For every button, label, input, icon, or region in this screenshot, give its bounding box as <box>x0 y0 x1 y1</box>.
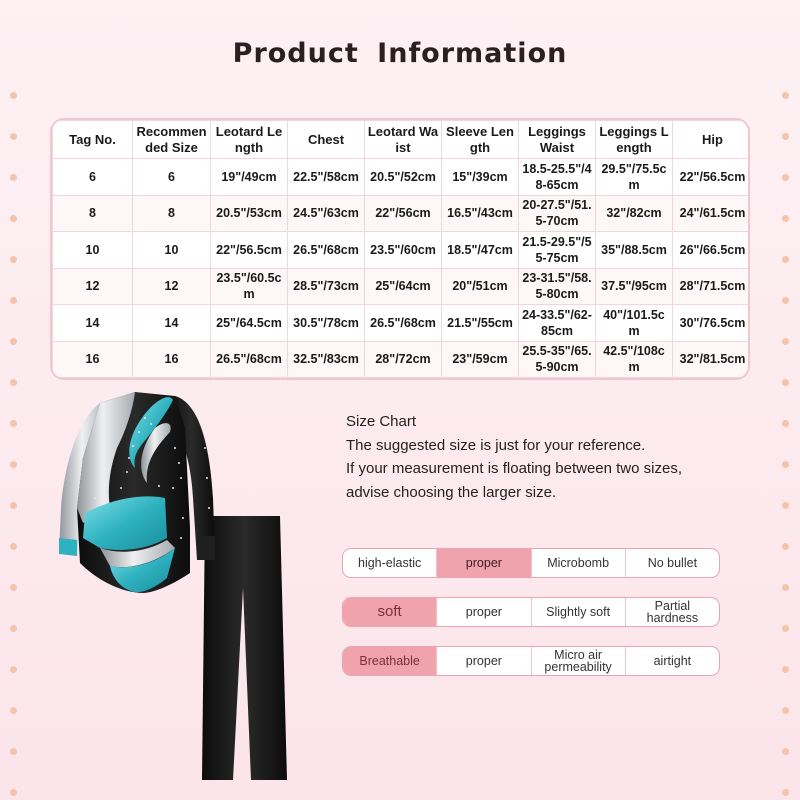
decorative-dot <box>782 748 789 755</box>
decorative-dot <box>782 789 789 796</box>
feature-cell: Microbomb <box>532 549 626 577</box>
table-cell: 20.5"/52cm <box>365 159 442 196</box>
decorative-dot <box>782 502 789 509</box>
table-cell: 32"/81.5cm <box>673 341 751 378</box>
decorative-dot <box>10 420 17 427</box>
size-table-header-cell: Chest <box>288 121 365 159</box>
feature-cell-selected: Breathable <box>343 647 437 675</box>
table-cell: 23-31.5"/58.5-80cm <box>519 268 596 305</box>
table-cell: 22.5"/58cm <box>288 159 365 196</box>
table-cell: 10 <box>133 232 211 269</box>
table-cell: 24"/61.5cm <box>673 195 751 232</box>
feature-row-elasticity <box>342 548 720 578</box>
table-cell: 16.5"/43cm <box>442 195 519 232</box>
table-cell: 26.5"/68cm <box>211 341 288 378</box>
table-cell: 12 <box>133 268 211 305</box>
leotard-leggings-product-image <box>55 388 315 788</box>
table-cell: 20-27.5"/51.5-70cm <box>519 195 596 232</box>
decorative-dot <box>10 338 17 345</box>
table-cell: 28.5"/73cm <box>288 268 365 305</box>
table-cell: 26.5"/68cm <box>288 232 365 269</box>
decorative-dot <box>782 379 789 386</box>
table-cell: 22"/56cm <box>365 195 442 232</box>
decorative-dot <box>782 297 789 304</box>
size-table-header-cell: Leotard Length <box>211 121 288 159</box>
table-cell: 19"/49cm <box>211 159 288 196</box>
size-table-header-cell: Leggings Waist <box>519 121 596 159</box>
feature-cell-selected: proper <box>437 549 531 577</box>
table-cell: 40"/101.5cm <box>596 305 673 342</box>
size-chart-note <box>346 410 766 504</box>
table-cell: 8 <box>53 195 133 232</box>
feature-cell: No bullet <box>647 556 698 570</box>
size-table-body <box>53 159 751 378</box>
decorative-dot <box>10 502 17 509</box>
decorative-dot <box>782 174 789 181</box>
table-cell: 8 <box>133 195 211 232</box>
size-table-container <box>50 118 750 380</box>
feature-cell-selected: soft <box>343 598 437 626</box>
decorative-dot <box>10 215 17 222</box>
decorative-dot <box>782 625 789 632</box>
decorative-dot <box>10 174 17 181</box>
decorative-dot <box>10 256 17 263</box>
feature-cell: Slightly soft <box>532 598 626 626</box>
table-cell: 14 <box>53 305 133 342</box>
size-table-header-cell: Leggings Length <box>596 121 673 159</box>
decorative-dot <box>782 215 789 222</box>
decorative-dot <box>782 256 789 263</box>
decorative-dot <box>782 584 789 591</box>
table-cell: 16 <box>53 341 133 378</box>
decorative-dot <box>782 420 789 427</box>
feature-cell: proper <box>437 647 531 675</box>
decorative-dot <box>10 92 17 99</box>
feature-cell: high-elastic <box>343 549 437 577</box>
table-cell: 18.5-25.5"/48-65cm <box>519 159 596 196</box>
table-row <box>53 268 751 305</box>
decorative-dot <box>10 133 17 140</box>
feature-cell: proper <box>437 598 531 626</box>
size-table-header <box>53 121 751 159</box>
table-row <box>53 159 751 196</box>
table-cell: 10 <box>53 232 133 269</box>
decorative-dot <box>10 625 17 632</box>
feature-row-breathability <box>342 646 720 676</box>
table-cell: 30.5"/78cm <box>288 305 365 342</box>
table-cell: 32"/82cm <box>596 195 673 232</box>
size-table-header-cell: Recommended Size <box>133 121 211 159</box>
table-cell: 20.5"/53cm <box>211 195 288 232</box>
table-cell: 22"/56.5cm <box>673 159 751 196</box>
size-note-line-1: The suggested size is just for your reference. <box>346 436 646 454</box>
table-row <box>53 232 751 269</box>
decorative-dot <box>782 666 789 673</box>
table-cell: 26"/66.5cm <box>673 232 751 269</box>
size-chart-heading: Size Chart <box>346 413 417 430</box>
decorative-dot <box>10 707 17 714</box>
table-cell: 15"/39cm <box>442 159 519 196</box>
decorative-dot <box>10 461 17 468</box>
table-cell: 25.5-35"/65.5-90cm <box>519 341 596 378</box>
table-cell: 24-33.5"/62-85cm <box>519 305 596 342</box>
decorative-dot <box>782 92 789 99</box>
table-cell: 25"/64.5cm <box>211 305 288 342</box>
decorative-dot <box>10 379 17 386</box>
feature-cell: airtight <box>653 654 692 668</box>
feature-cell: Partial hardness <box>646 599 699 625</box>
size-table-header-cell: Leotard Waist <box>365 121 442 159</box>
size-note-line-3: advise choosing the larger size. <box>346 483 557 501</box>
table-cell: 23"/59cm <box>442 341 519 378</box>
left-decorative-dots <box>8 0 20 800</box>
table-cell: 29.5"/75.5cm <box>596 159 673 196</box>
decorative-dot <box>782 338 789 345</box>
table-row <box>53 195 751 232</box>
table-cell: 35"/88.5cm <box>596 232 673 269</box>
table-cell: 6 <box>133 159 211 196</box>
decorative-dot <box>782 707 789 714</box>
size-note-line-2: If your measurement is floating between two sizes, <box>346 460 682 477</box>
table-cell: 28"/71.5cm <box>673 268 751 305</box>
table-cell: 26.5"/68cm <box>365 305 442 342</box>
table-cell: 22"/56.5cm <box>211 232 288 269</box>
page-title: Product Information <box>232 38 568 69</box>
decorative-dot <box>10 789 17 796</box>
decorative-dot <box>10 666 17 673</box>
table-cell: 42.5"/108cm <box>596 341 673 378</box>
table-cell: 20"/51cm <box>442 268 519 305</box>
decorative-dot <box>782 133 789 140</box>
decorative-dot <box>782 543 789 550</box>
table-cell: 28"/72cm <box>365 341 442 378</box>
table-cell: 25"/64cm <box>365 268 442 305</box>
table-cell: 18.5"/47cm <box>442 232 519 269</box>
table-cell: 24.5"/63cm <box>288 195 365 232</box>
table-cell: 16 <box>133 341 211 378</box>
feature-cell: Micro air permeability <box>532 647 626 675</box>
size-table-header-cell: Sleeve Length <box>442 121 519 159</box>
decorative-dot <box>10 584 17 591</box>
table-cell: 12 <box>53 268 133 305</box>
decorative-dot <box>10 748 17 755</box>
table-cell: 23.5"/60cm <box>365 232 442 269</box>
right-decorative-dots <box>780 0 792 800</box>
decorative-dot <box>10 297 17 304</box>
table-cell: 21.5-29.5"/55-75cm <box>519 232 596 269</box>
table-cell: 32.5"/83cm <box>288 341 365 378</box>
table-cell: 30"/76.5cm <box>673 305 751 342</box>
decorative-dot <box>10 543 17 550</box>
decorative-dot <box>782 461 789 468</box>
table-row <box>53 305 751 342</box>
size-table-header-cell: Tag No. <box>53 121 133 159</box>
table-row <box>53 341 751 378</box>
table-cell: 23.5"/60.5cm <box>211 268 288 305</box>
feature-row-softness <box>342 597 720 627</box>
table-cell: 6 <box>53 159 133 196</box>
size-table-header-cell: Hip <box>673 121 751 159</box>
table-cell: 21.5"/55cm <box>442 305 519 342</box>
table-cell: 14 <box>133 305 211 342</box>
table-cell: 37.5"/95cm <box>596 268 673 305</box>
size-table <box>52 120 750 378</box>
